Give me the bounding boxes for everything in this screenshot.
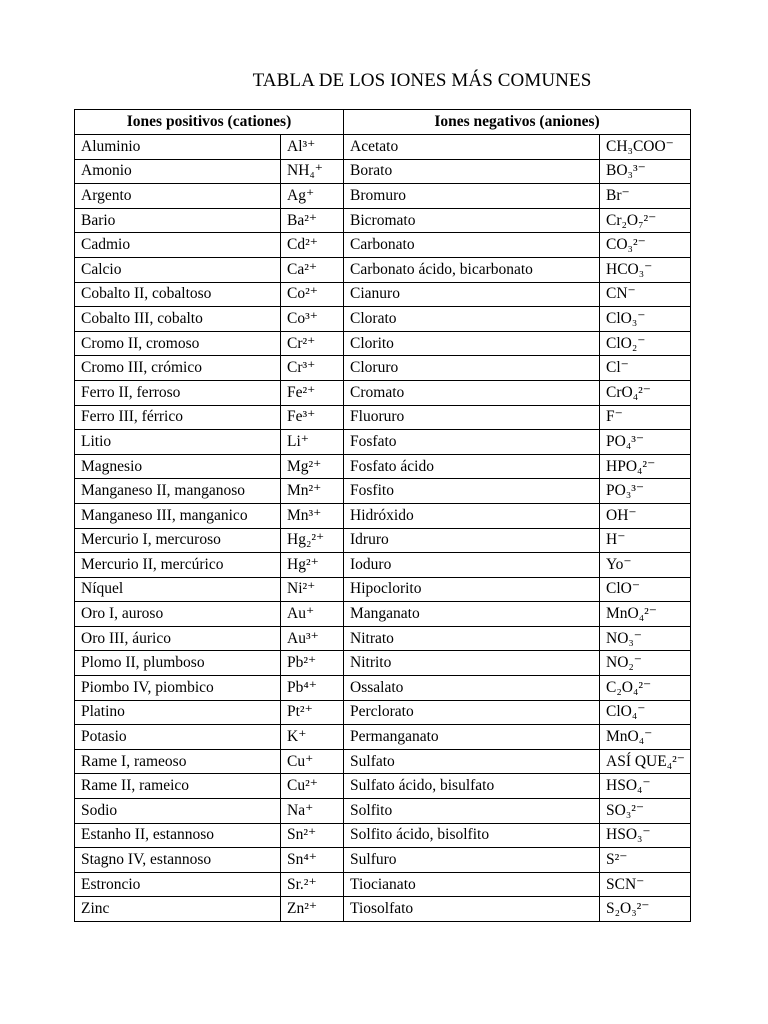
cation-symbol-cell: Co²⁺ — [281, 282, 344, 307]
anion-symbol-cell: Cl⁻ — [600, 356, 691, 381]
table-row — [75, 553, 691, 578]
anion-symbol-cell: HSO₃⁻ — [600, 823, 691, 848]
cation-name-cell: Platino — [75, 700, 281, 725]
cation-name-cell: Ferro II, ferroso — [75, 380, 281, 405]
anion-name-cell: Fosfito — [344, 479, 600, 504]
cation-name-cell: Manganeso II, manganoso — [75, 479, 281, 504]
cation-name-cell: Cobalto III, cobalto — [75, 307, 281, 332]
cation-symbol-cell: Pt²⁺ — [281, 700, 344, 725]
cation-symbol-cell: Au³⁺ — [281, 626, 344, 651]
anion-name-cell: Bicromato — [344, 208, 600, 233]
table-row — [75, 676, 691, 701]
cation-name-cell: Potasio — [75, 725, 281, 750]
table-row — [75, 651, 691, 676]
anion-symbol-cell: Br⁻ — [600, 184, 691, 209]
cation-symbol-cell: Na⁺ — [281, 799, 344, 824]
cation-symbol-cell: Ag⁺ — [281, 184, 344, 209]
anion-symbol-cell: Cr₂O₇²⁻ — [600, 208, 691, 233]
anion-name-cell: Permanganato — [344, 725, 600, 750]
table-row — [75, 356, 691, 381]
cation-name-cell: Stagno IV, estannoso — [75, 848, 281, 873]
anion-symbol-cell: HCO₃⁻ — [600, 257, 691, 282]
cation-name-cell: Mercurio I, mercuroso — [75, 528, 281, 553]
cation-name-cell: Aluminio — [75, 135, 281, 160]
anion-name-cell: Hidróxido — [344, 503, 600, 528]
anion-symbol-cell: NO₂⁻ — [600, 651, 691, 676]
anion-symbol-cell: MnO₄²⁻ — [600, 602, 691, 627]
anion-name-cell: Ossalato — [344, 676, 600, 701]
table-row — [75, 430, 691, 455]
table-row — [75, 700, 691, 725]
anion-symbol-cell: PO₄³⁻ — [600, 430, 691, 455]
anion-name-cell: Cloruro — [344, 356, 600, 381]
table-row — [75, 577, 691, 602]
anion-symbol-cell: CrO₄²⁻ — [600, 380, 691, 405]
cation-symbol-cell: Mn²⁺ — [281, 479, 344, 504]
cation-name-cell: Oro I, auroso — [75, 602, 281, 627]
cation-name-cell: Rame I, rameoso — [75, 749, 281, 774]
table-header-row — [75, 110, 691, 135]
anion-symbol-cell: C₂O₄²⁻ — [600, 676, 691, 701]
cation-symbol-cell: Pb²⁺ — [281, 651, 344, 676]
table-row — [75, 872, 691, 897]
anion-name-cell: Perclorato — [344, 700, 600, 725]
anion-symbol-cell: ClO₄⁻ — [600, 700, 691, 725]
anion-symbol-cell: ClO⁻ — [600, 577, 691, 602]
anion-symbol-cell: S₂O₃²⁻ — [600, 897, 691, 922]
cation-name-cell: Magnesio — [75, 454, 281, 479]
cation-symbol-cell: Cu⁺ — [281, 749, 344, 774]
cation-symbol-cell: Cr³⁺ — [281, 356, 344, 381]
cations-header: Iones positivos (cationes) — [75, 110, 344, 135]
anion-name-cell: Nitrato — [344, 626, 600, 651]
table-row — [75, 307, 691, 332]
table-row — [75, 749, 691, 774]
table-row — [75, 454, 691, 479]
anion-name-cell: Clorato — [344, 307, 600, 332]
anion-symbol-cell: S²⁻ — [600, 848, 691, 873]
table-row — [75, 602, 691, 627]
table-row — [75, 208, 691, 233]
anion-name-cell: Carbonato — [344, 233, 600, 258]
anion-symbol-cell: CN⁻ — [600, 282, 691, 307]
table-row — [75, 799, 691, 824]
cation-symbol-cell: Co³⁺ — [281, 307, 344, 332]
table-row — [75, 282, 691, 307]
cation-symbol-cell: Cr²⁺ — [281, 331, 344, 356]
cation-name-cell: Zinc — [75, 897, 281, 922]
table-body — [75, 135, 691, 922]
anion-name-cell: Idruro — [344, 528, 600, 553]
anion-symbol-cell: OH⁻ — [600, 503, 691, 528]
table-row — [75, 331, 691, 356]
table-row — [75, 774, 691, 799]
cation-symbol-cell: Ni²⁺ — [281, 577, 344, 602]
anion-name-cell: Sulfato — [344, 749, 600, 774]
table-row — [75, 503, 691, 528]
cation-symbol-cell: Fe³⁺ — [281, 405, 344, 430]
cation-name-cell: Calcio — [75, 257, 281, 282]
anion-name-cell: Tiocianato — [344, 872, 600, 897]
cation-symbol-cell: Cu²⁺ — [281, 774, 344, 799]
cation-symbol-cell: Al³⁺ — [281, 135, 344, 160]
anion-name-cell: Fluoruro — [344, 405, 600, 430]
cation-name-cell: Plomo II, plumboso — [75, 651, 281, 676]
anion-symbol-cell: NO₃⁻ — [600, 626, 691, 651]
table-row — [75, 405, 691, 430]
cation-name-cell: Argento — [75, 184, 281, 209]
anion-name-cell: Sulfato ácido, bisulfato — [344, 774, 600, 799]
cation-name-cell: Ferro III, férrico — [75, 405, 281, 430]
cation-symbol-cell: Mg²⁺ — [281, 454, 344, 479]
cation-name-cell: Níquel — [75, 577, 281, 602]
table-row — [75, 257, 691, 282]
anion-symbol-cell: PO₃³⁻ — [600, 479, 691, 504]
table-row — [75, 479, 691, 504]
anion-symbol-cell: HPO₄²⁻ — [600, 454, 691, 479]
anion-symbol-cell: SCN⁻ — [600, 872, 691, 897]
anion-name-cell: Fosfato ácido — [344, 454, 600, 479]
anion-name-cell: Sulfuro — [344, 848, 600, 873]
cation-name-cell: Rame II, rameico — [75, 774, 281, 799]
anion-name-cell: Tiosolfato — [344, 897, 600, 922]
anion-name-cell: Cromato — [344, 380, 600, 405]
cation-symbol-cell: Ba²⁺ — [281, 208, 344, 233]
anion-symbol-cell: CO₃²⁻ — [600, 233, 691, 258]
cation-symbol-cell: Ca²⁺ — [281, 257, 344, 282]
cation-name-cell: Estroncio — [75, 872, 281, 897]
cation-symbol-cell: Zn²⁺ — [281, 897, 344, 922]
table-row — [75, 135, 691, 160]
cation-symbol-cell: Hg²⁺ — [281, 553, 344, 578]
anion-name-cell: Solfito — [344, 799, 600, 824]
cation-symbol-cell: K⁺ — [281, 725, 344, 750]
cation-name-cell: Estanho II, estannoso — [75, 823, 281, 848]
cation-symbol-cell: Au⁺ — [281, 602, 344, 627]
cation-symbol-cell: NH₄⁺ — [281, 159, 344, 184]
anion-name-cell: Clorito — [344, 331, 600, 356]
anion-name-cell: Nitrito — [344, 651, 600, 676]
cation-name-cell: Litio — [75, 430, 281, 455]
anion-name-cell: Solfito ácido, bisolfito — [344, 823, 600, 848]
cation-name-cell: Cromo II, cromoso — [75, 331, 281, 356]
cation-name-cell: Piombo IV, piombico — [75, 676, 281, 701]
cation-name-cell: Mercurio II, mercúrico — [75, 553, 281, 578]
table-row — [75, 184, 691, 209]
cation-name-cell: Oro III, áurico — [75, 626, 281, 651]
table-row — [75, 823, 691, 848]
table-row — [75, 897, 691, 922]
table-row — [75, 380, 691, 405]
anions-header: Iones negativos (aniones) — [344, 110, 691, 135]
anion-name-cell: Cianuro — [344, 282, 600, 307]
anion-symbol-cell: HSO₄⁻ — [600, 774, 691, 799]
cation-symbol-cell: Pb⁴⁺ — [281, 676, 344, 701]
cation-name-cell: Sodio — [75, 799, 281, 824]
anion-name-cell: Manganato — [344, 602, 600, 627]
cation-symbol-cell: Hg₂²⁺ — [281, 528, 344, 553]
anion-symbol-cell: ClO₃⁻ — [600, 307, 691, 332]
cation-name-cell: Bario — [75, 208, 281, 233]
table-row — [75, 626, 691, 651]
anion-name-cell: Hipoclorito — [344, 577, 600, 602]
cation-name-cell: Manganeso III, manganico — [75, 503, 281, 528]
cation-name-cell: Cadmio — [75, 233, 281, 258]
table-row — [75, 233, 691, 258]
anion-name-cell: Carbonato ácido, bicarbonato — [344, 257, 600, 282]
page-title: TABLA DE LOS IONES MÁS COMUNES — [252, 70, 592, 91]
cation-symbol-cell: Li⁺ — [281, 430, 344, 455]
anion-symbol-cell: F⁻ — [600, 405, 691, 430]
cation-symbol-cell: Sn⁴⁺ — [281, 848, 344, 873]
anion-name-cell: Bromuro — [344, 184, 600, 209]
cation-name-cell: Amonio — [75, 159, 281, 184]
ions-table — [74, 109, 691, 922]
anion-symbol-cell: SO₃²⁻ — [600, 799, 691, 824]
anion-symbol-cell: BO₃³⁻ — [600, 159, 691, 184]
anion-symbol-cell: H⁻ — [600, 528, 691, 553]
cation-symbol-cell: Sn²⁺ — [281, 823, 344, 848]
anion-name-cell: Ioduro — [344, 553, 600, 578]
anion-name-cell: Acetato — [344, 135, 600, 160]
anion-name-cell: Borato — [344, 159, 600, 184]
cation-symbol-cell: Fe²⁺ — [281, 380, 344, 405]
anion-symbol-cell: ClO₂⁻ — [600, 331, 691, 356]
anion-symbol-cell: ASÍ QUE₄²⁻ — [600, 749, 691, 774]
anion-symbol-cell: Yo⁻ — [600, 553, 691, 578]
anion-symbol-cell: CH₃COO⁻ — [600, 135, 691, 160]
table-row — [75, 528, 691, 553]
anion-name-cell: Fosfato — [344, 430, 600, 455]
cation-symbol-cell: Cd²⁺ — [281, 233, 344, 258]
cation-name-cell: Cromo III, crómico — [75, 356, 281, 381]
table-row — [75, 848, 691, 873]
anion-symbol-cell: MnO₄⁻ — [600, 725, 691, 750]
table-row — [75, 159, 691, 184]
cation-symbol-cell: Mn³⁺ — [281, 503, 344, 528]
cation-symbol-cell: Sr.²⁺ — [281, 872, 344, 897]
table-row — [75, 725, 691, 750]
cation-name-cell: Cobalto II, cobaltoso — [75, 282, 281, 307]
